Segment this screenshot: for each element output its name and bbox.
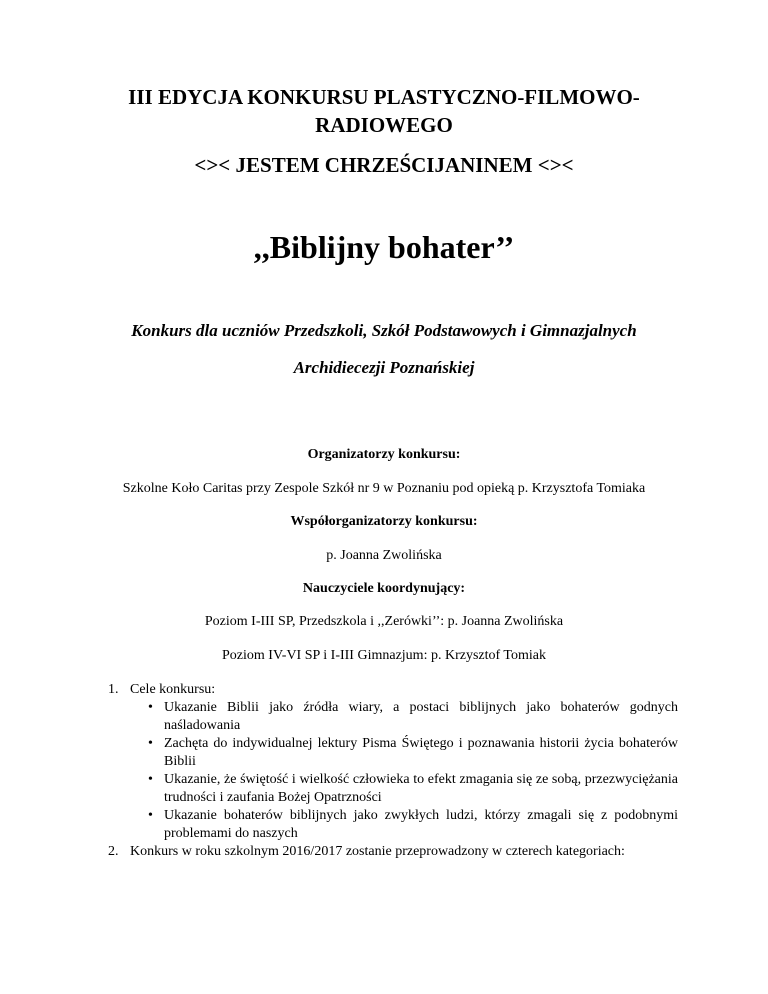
rules-list <box>108 681 678 861</box>
list-item <box>108 699 678 735</box>
bullet-icon: • <box>148 808 153 823</box>
list-item-text: Cele konkursu: <box>130 682 216 697</box>
bullet-icon: • <box>148 772 153 787</box>
coordinators-label: Nauczyciele koordynujący: <box>302 581 466 596</box>
list-item-categories <box>108 843 678 861</box>
goals-list <box>108 699 678 843</box>
audience-line-1: Konkurs dla uczniów Przedszkoli, Szkół Podstawowych i Gimnazjalnych <box>131 321 637 340</box>
list-item-text: Konkurs w roku szkolnym 2016/2017 zostanie przeprowadzony w czterech kategoriach: <box>130 844 625 859</box>
goal-text: Ukazanie bohaterów biblijnych jako zwykłych ludzi, którzy zmagali się z podobnymi problemami do naszych <box>164 808 678 841</box>
contest-theme: ,,Biblijny bohater’’ <box>253 229 515 265</box>
organizers-value: Szkolne Koło Caritas przy Zespole Szkół nr 9 w Poznaniu pod opieką p. Krzysztofa Tomiaka <box>122 481 646 496</box>
list-item-number: 2. <box>108 844 119 859</box>
coorganizers-label: Współorganizatorzy konkursu: <box>290 514 478 529</box>
audience-line-2: Archidiecezji Poznańskiej <box>293 358 475 377</box>
goal-text: Zachęta do indywidualnej lektury Pisma Świętego i poznawania historii życia bohaterów Biblii <box>164 736 678 769</box>
list-item-goals <box>108 681 678 699</box>
document-subtitle: <>< JESTEM CHRZEŚCIJANINEM <>< <box>194 153 574 177</box>
list-item <box>108 735 678 771</box>
goal-text: Ukazanie, że świętość i wielkość człowieka to efekt zmagania się ze sobą, przezwyciężania trudności i zaufania Bożej Opatrzności <box>164 772 678 805</box>
coordinators-value-1: Poziom I-III SP, Przedszkola i ,,Zerówki’’: p. Joanna Zwolińska <box>204 614 564 629</box>
list-item <box>108 807 678 843</box>
list-item <box>108 771 678 807</box>
bullet-icon: • <box>148 700 153 715</box>
document-title <box>90 83 678 139</box>
document-title-line-1: III EDYCJA KONKURSU PLASTYCZNO-FILMOWO- <box>128 85 640 109</box>
coordinators-value-2: Poziom IV-VI SP i I-III Gimnazjum: p. Krzysztof Tomiak <box>222 648 546 663</box>
coorganizers-value: p. Joanna Zwolińska <box>326 548 442 563</box>
list-item-number: 1. <box>108 682 119 697</box>
document-title-line-2: RADIOWEGO <box>315 113 453 137</box>
organizers-label: Organizatorzy konkursu: <box>307 447 461 462</box>
goal-text: Ukazanie Biblii jako źródła wiary, a postaci biblijnych jako bohaterów godnych naśladowania <box>164 700 678 733</box>
bullet-icon: • <box>148 736 153 751</box>
